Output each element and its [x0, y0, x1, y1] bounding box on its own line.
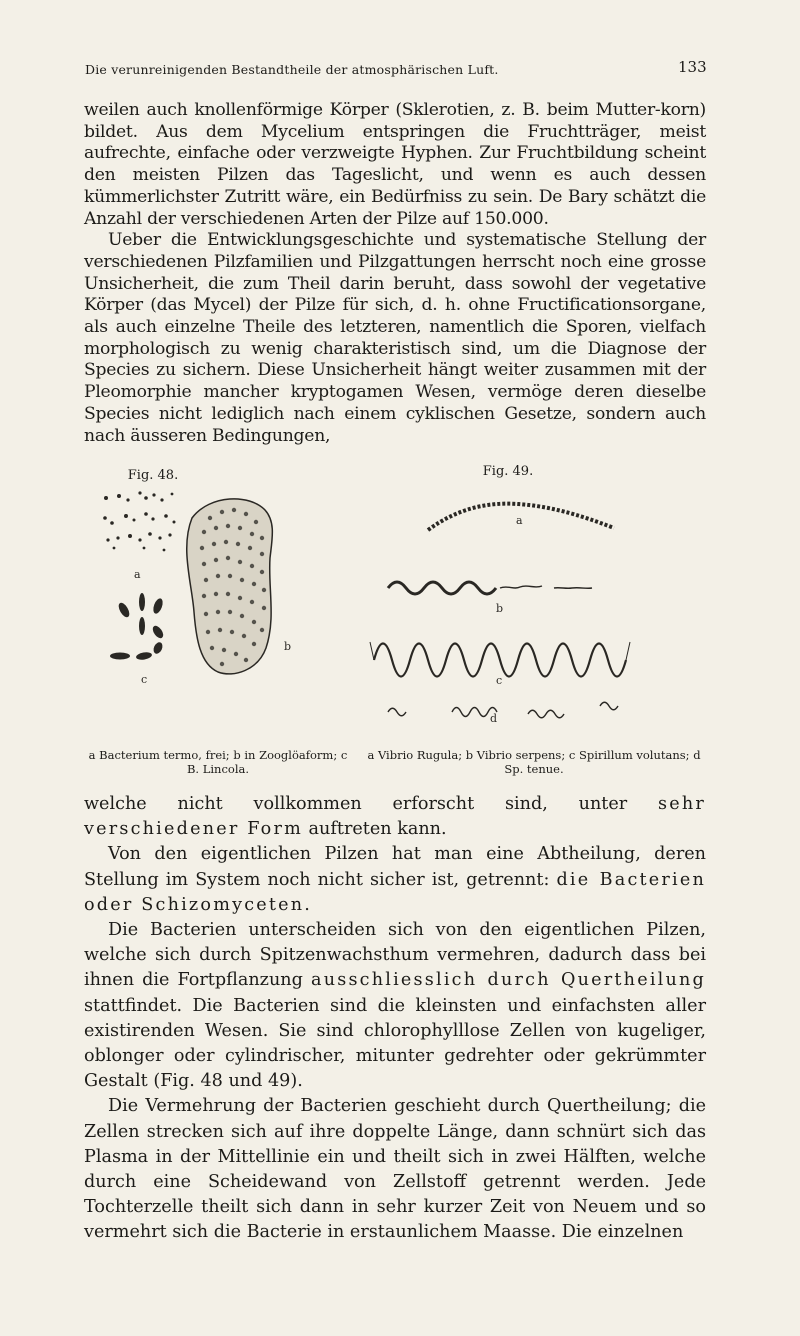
paragraph-abtheilung-text: Von den eigentlichen Pilzen hat man eine Abtheilung, deren Stellung im System noch nicht sicher ist, getrennt:: [84, 844, 706, 890]
zoogloea-mass: [187, 499, 273, 674]
figure-49-label-a: a: [516, 514, 523, 527]
paragraph-abtheilung-emphasis: die Bacterien oder Schizomyceten.: [84, 869, 706, 915]
paragraph-entwicklung: Ueber die Entwicklungsgeschichte und systematische Stellung der verschiedenen Pilzfamilien und Pilzgattungen herrscht noch eine grosse Unsicherheit, die zum Theil darin beruht, dass sowohl der vegetative Körper (das Mycel) der Pilze für sich, d. h. ohne Fructificationsorgane, als auch einzelne Theile des letzteren, namentlich die Sporen, vielfach morphologisch zu wenig charakteristisch sind, um die Diagnose der Species zu sichern. Diese Unsicherheit hängt weiter zusammen mit der Pleomorphie mancher kryptogamen Wesen, vermöge deren dieselbe Species nicht lediglich nach einem cyklischen Gesetze, sondern auch nach äusseren Bedingungen,: [84, 230, 706, 446]
upper-text-block: [84, 100, 706, 447]
figure-48-title: Fig. 48.: [127, 468, 179, 483]
paragraph-vermehrung: Die Vermehrung der Bacterien geschieht durch Quertheilung; die Zellen strecken sich auf ihre doppelte Länge, dann schnürt sich das Plasma in der Mittellinie ein und theilt sich in zwei Hälften, welche durch eine Scheidewand von Zellstoff getrennt werden. Jede Tochterzelle theilt sich dann in sehr kurzer Zeit von Neuem und so vermehrt sich die Bacterie in erstaunlichem Maasse. Die einzelnen: [84, 1096, 706, 1243]
page-number: 133: [678, 58, 707, 76]
figure-49-label-b: b: [496, 602, 504, 615]
figure-48-label-b: b: [284, 640, 292, 653]
lower-text-block: [84, 792, 706, 1246]
paragraph-bacterien-text-end: stattfindet. Die Bacterien sind die kleinsten und einfachsten aller existirenden Wesen. Sie sind chlorophylllose Zellen von kugeliger, oblonger oder cylindrischer, mitunter gedrehter oder gekrümmter Gestalt (Fig. 48 und 49).: [84, 995, 706, 1092]
figure-48-caption: a Bacterium termo, frei; b in Zooglöaform; c B. Lincola.: [88, 748, 348, 776]
figure-49-title: Fig. 49.: [482, 464, 534, 479]
paragraph-abtheilung: [84, 842, 706, 918]
paragraph-mycelium: weilen auch knollenförmige Körper (Sklerotien, z. B. beim Mutter-korn) bildet. Aus dem Mycelium entspringen die Fruchtträger, meist aufrechte, einfache oder verzweigte Hyphen. Zur Fruchtbildung scheint den meisten Pilzen das Tageslicht, und wenn es auch dessen kümmerlichster Zutritt wäre, ein Bedürfniss zu sein. De Bary schätzt die Anzahl der verschiedenen Arten der Pilze auf 150.000.: [84, 100, 706, 229]
vibrio-serpens-fine: [500, 586, 592, 588]
figure-48-illustration: [100, 488, 350, 732]
paragraph-form-text: welche nicht vollkommen erforscht sind, unter: [84, 794, 659, 814]
paragraph-form: [84, 792, 706, 842]
paragraph-bacterien: [84, 918, 706, 1094]
figure-48-label-a: a: [134, 568, 141, 581]
paragraph-form-emphasis: sehr verschiedener Form: [84, 794, 706, 840]
figure-48-label-c: c: [141, 673, 148, 686]
figure-49-label-d: d: [490, 712, 498, 724]
figure-49-caption: a Vibrio Rugula; b Vibrio serpens; c Spirillum volutans; d Sp. tenue.: [367, 748, 701, 776]
spirillum-tenue-cells: [388, 702, 618, 718]
paragraph-bacterien-text: Die Bacterien unterscheiden sich von den eigentlichen Pilzen, welche sich durch Spitzenwachsthum vermehren, dadurch dass bei ihnen die Fortpflanzung: [84, 920, 706, 991]
vibrio-serpens-cell: [388, 582, 496, 594]
bacterium-termo-free-cells: [103, 491, 175, 551]
paragraph-form-text-end: auftreten kann.: [302, 819, 447, 840]
running-head: Die verunreinigenden Bestandtheile der atmosphärischen Luft.: [85, 62, 499, 77]
paragraph-bacterien-emphasis: ausschliesslich durch Quertheilung: [311, 970, 706, 991]
bacterium-lineola-cells: [110, 593, 165, 661]
figure-49-label-c: c: [496, 674, 503, 687]
spirillum-volutans-cell: [374, 644, 626, 677]
figure-49-illustration: [368, 484, 658, 724]
